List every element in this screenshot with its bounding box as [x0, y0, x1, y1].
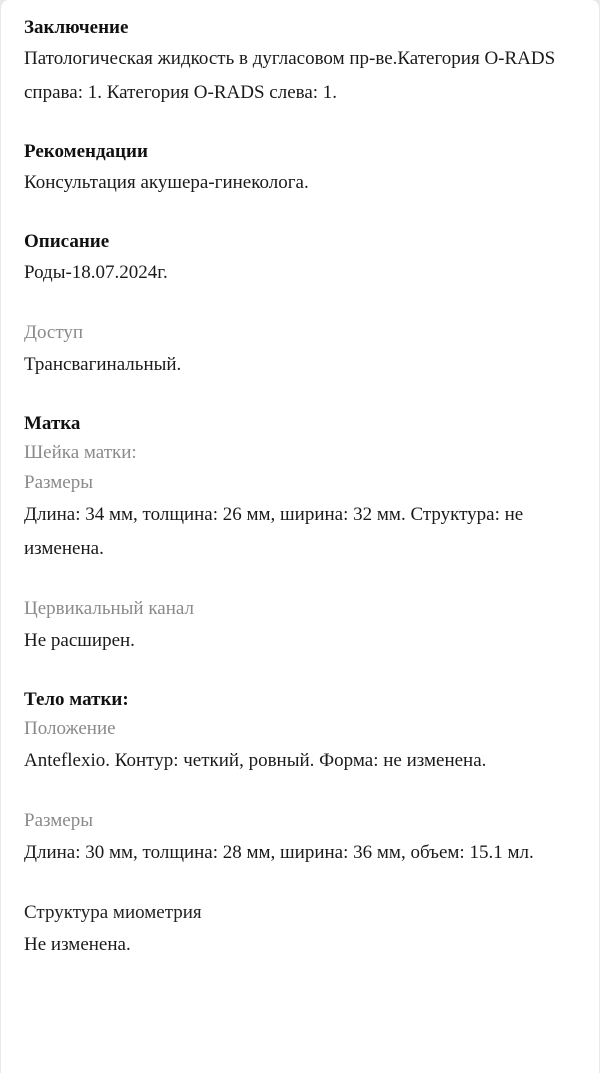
body-size-value: Длина: 30 мм, толщина: 28 мм, ширина: 36 мм, объем: 15.1 мл.	[24, 842, 534, 863]
description-text: Роды-18.07.2024г.	[24, 262, 168, 283]
cervical-canal-label: Цервикальный канал	[24, 598, 194, 619]
position-value: Anteflexio. Контур: четкий, ровный. Форма: не изменена.	[24, 750, 487, 771]
uterus-heading: Матка	[24, 413, 81, 434]
uterus-body-heading: Тело матки:	[24, 689, 129, 710]
cervix-size-value: Длина: 34 мм, толщина: 26 мм, ширина: 32 мм. Структура: не изменена.	[24, 504, 524, 559]
myometrium-label: Структура миометрия	[24, 902, 202, 923]
description-heading: Описание	[24, 231, 110, 252]
myometrium-value: Не изменена.	[24, 934, 131, 955]
access-label: Доступ	[24, 322, 84, 343]
access-value: Трансвагинальный.	[24, 354, 182, 375]
cervix-label: Шейка матки:	[24, 442, 137, 463]
report-page	[1, 0, 599, 1073]
body-size-label: Размеры	[24, 810, 93, 831]
conclusion-text: Патологическая жидкость в дугласовом пр-ве.Категория O-RADS справа: 1. Категория O-RADS слева: 1.	[24, 48, 556, 103]
conclusion-heading: Заключение	[24, 17, 129, 38]
cervical-canal-value: Не расширен.	[24, 630, 135, 651]
position-label: Положение	[24, 718, 116, 739]
recommendations-heading: Рекомендации	[24, 141, 148, 162]
cervix-size-label: Размеры	[24, 472, 93, 493]
recommendations-text: Консультация акушера-гинеколога.	[24, 172, 309, 193]
